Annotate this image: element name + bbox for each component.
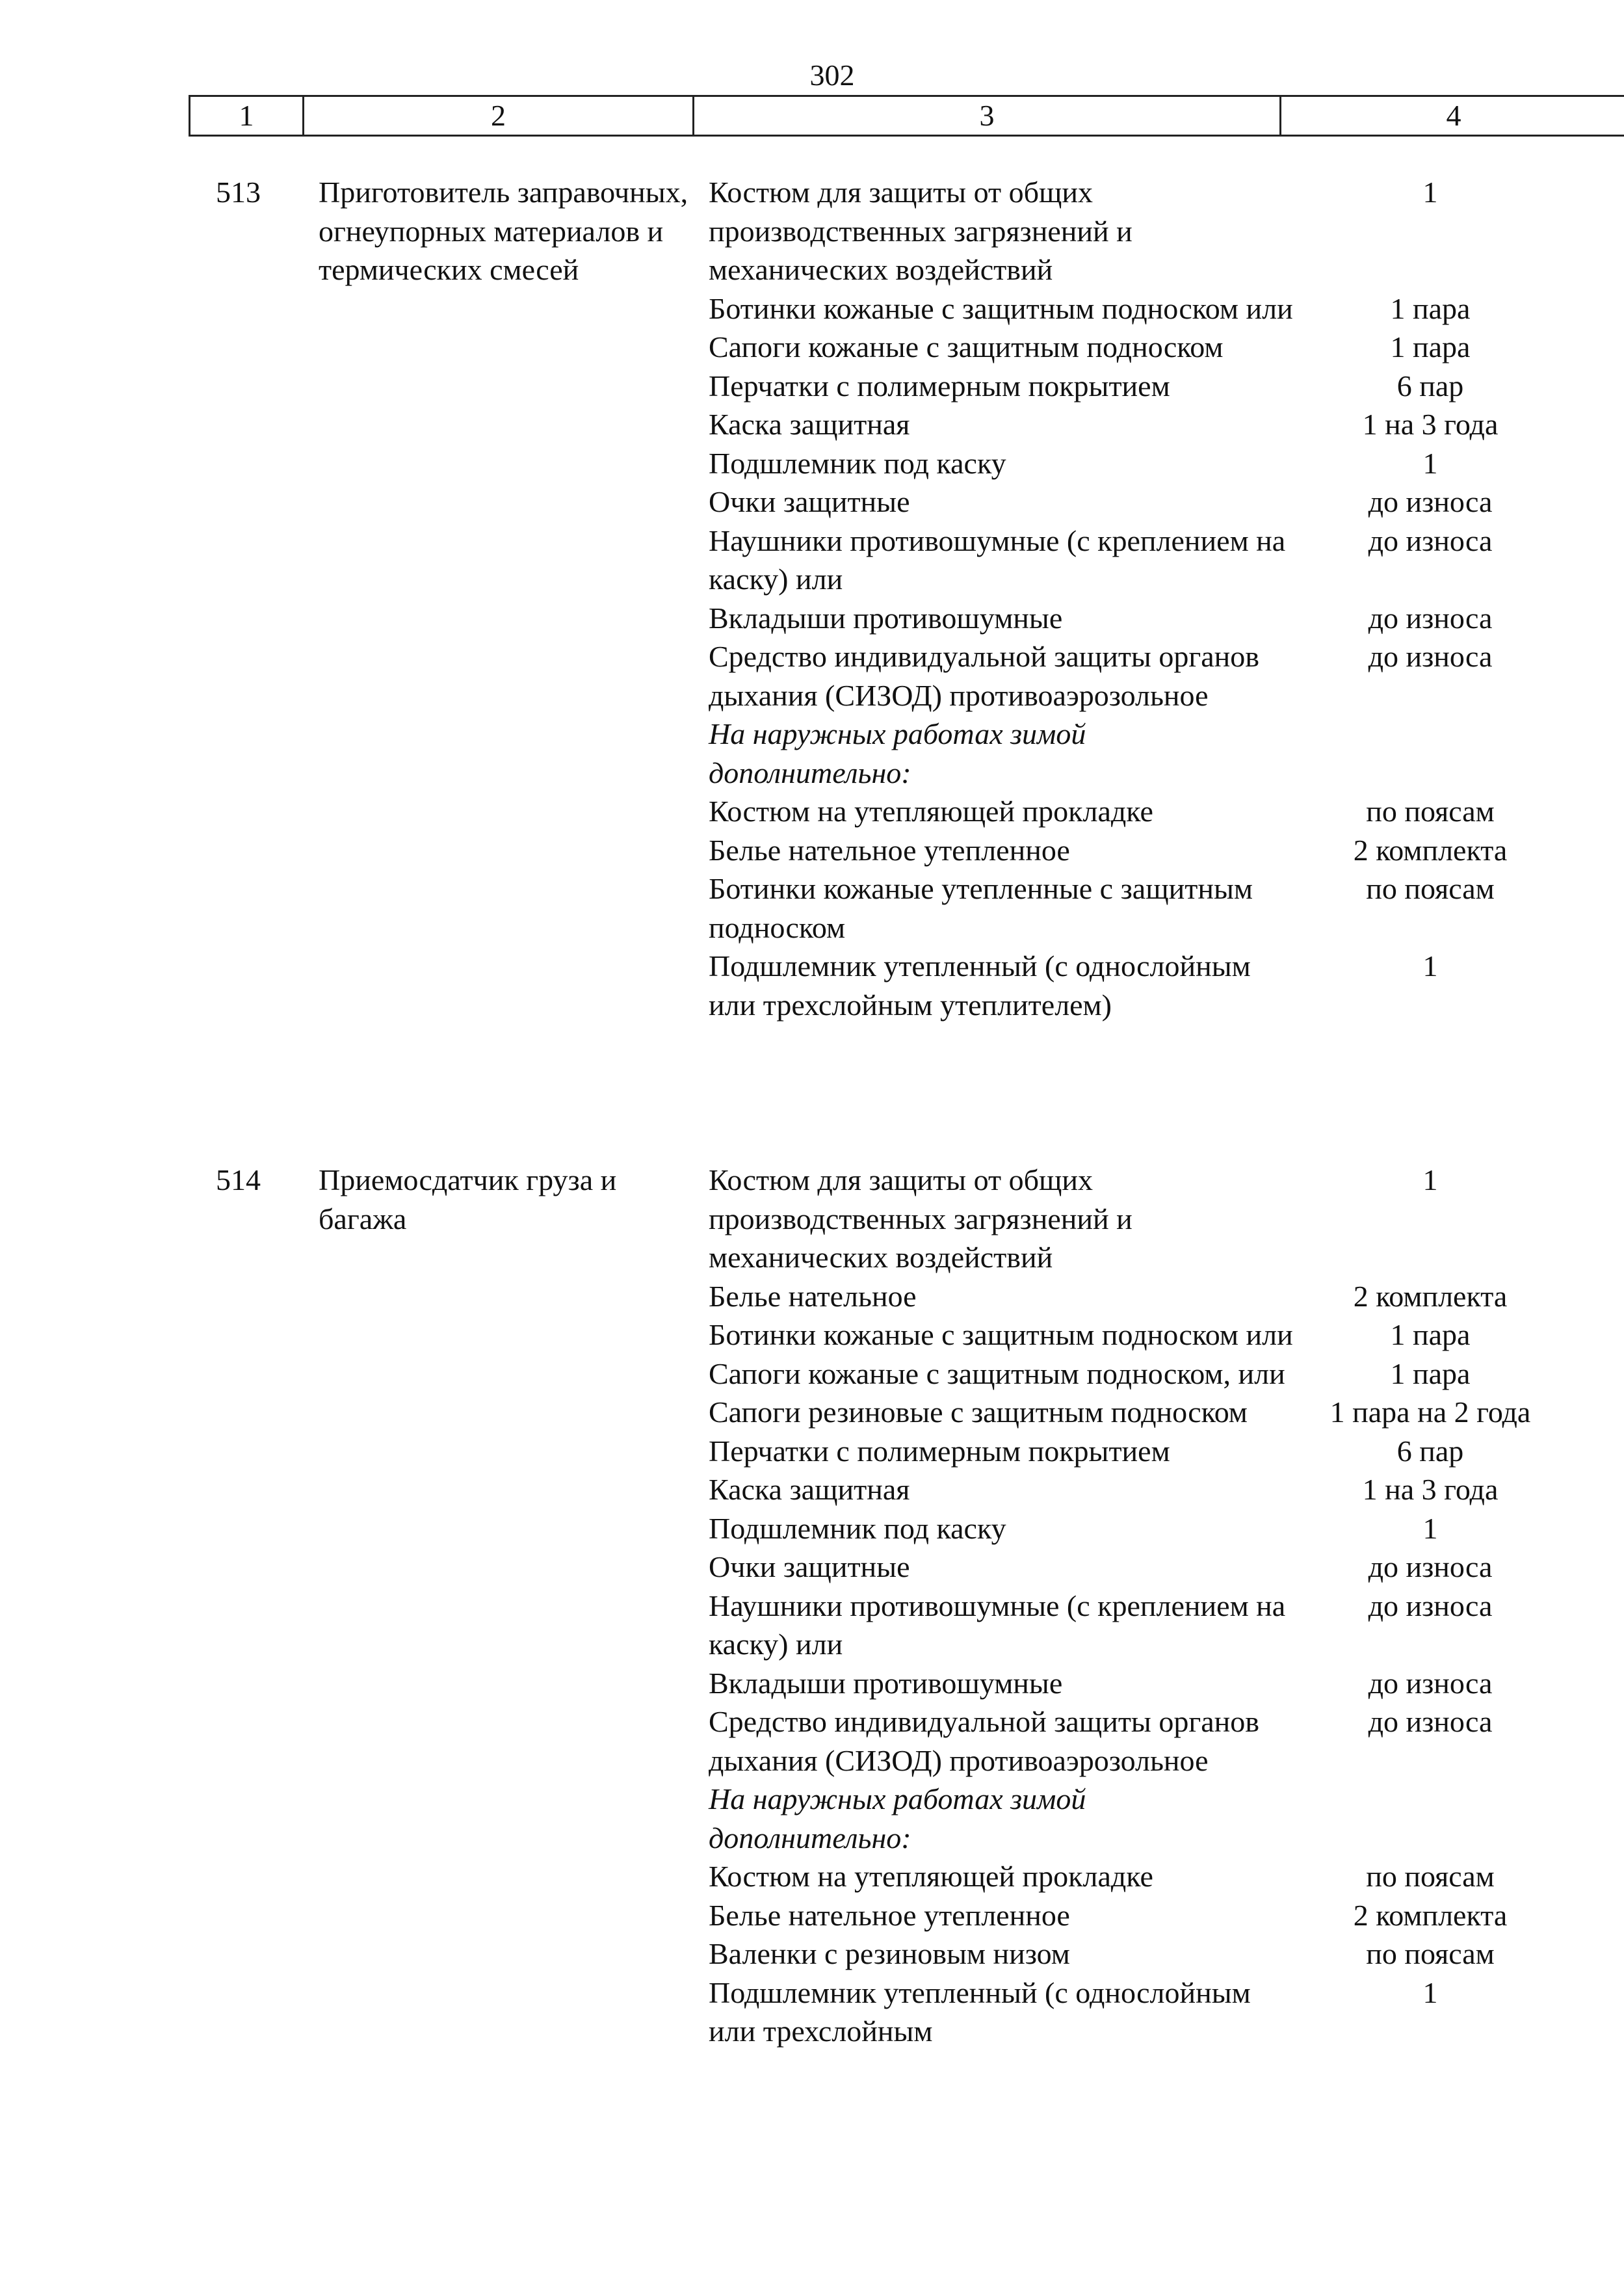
- item-quantity: до износа: [1368, 523, 1493, 557]
- item-quantity: 1 на 3 года: [1362, 1473, 1499, 1506]
- item-row: [709, 1315, 1624, 1354]
- item-quantity: 1: [1422, 176, 1438, 209]
- item-name: Костюм для защиты от общих производственных загрязнений и механических воздействий: [709, 176, 1133, 286]
- item-quantity: 1 пара: [1390, 330, 1471, 363]
- item-row: [709, 599, 1624, 638]
- item-quantity: 1 пара: [1390, 1318, 1471, 1351]
- profession-name: Приемосдатчик груза и багажа: [319, 1163, 617, 1235]
- item-row: [709, 637, 1624, 715]
- item-row: [709, 1934, 1624, 1973]
- column-header-3: 3: [694, 97, 1281, 135]
- item-quantity: 2 комплекта: [1353, 1898, 1508, 1932]
- item-quantity: 1: [1422, 1975, 1438, 2009]
- item-name: Очки защитные: [709, 1550, 910, 1583]
- item-row: [709, 1277, 1624, 1316]
- item-quantity: 1 на 3 года: [1362, 408, 1499, 441]
- item-quantity: 6 пар: [1396, 1434, 1464, 1468]
- item-name: Вкладыши противошумные: [709, 1666, 1063, 1700]
- item-name: Ботинки кожаные утепленные с защитным подноском: [709, 872, 1253, 944]
- item-quantity: до износа: [1368, 1550, 1493, 1583]
- item-row: [709, 1973, 1624, 2051]
- item-name: Средство индивидуальной защиты органов дыхания (СИЗОД) противоаэрозольное: [709, 1705, 1259, 1777]
- item-name: Наушники противошумные (с креплением на каску) или: [709, 523, 1286, 596]
- item-quantity: 1 пара на 2 года: [1329, 1395, 1531, 1429]
- item-row: [709, 1161, 1624, 1277]
- item-name: Наушники противошумные (с креплением на каску) или: [709, 1589, 1286, 1661]
- profession-name: Приготовитель заправочных, огнеупорных материалов и термических смесей: [319, 176, 688, 286]
- item-quantity: 1: [1422, 1163, 1438, 1196]
- item-row: [709, 1470, 1624, 1509]
- item-name: Белье нательное: [709, 1279, 917, 1313]
- item-quantity: до износа: [1368, 640, 1493, 673]
- item-name: Подшлемник под каску: [709, 1511, 1006, 1545]
- item-row: [709, 1432, 1624, 1471]
- item-name: Костюм на утепляющей прокладке: [709, 1860, 1153, 1893]
- item-quantity: по поясам: [1366, 872, 1495, 905]
- item-name: Перчатки с полимерным покрытием: [709, 1434, 1170, 1468]
- item-name: Сапоги резиновые с защитным подноском: [709, 1395, 1248, 1429]
- item-name: Средство индивидуальной защиты органов дыхания (СИЗОД) противоаэрозольное: [709, 640, 1259, 712]
- item-name: Сапоги кожаные с защитным подноском, или: [709, 1356, 1285, 1390]
- column-header-2: 2: [304, 97, 694, 135]
- item-name: Каска защитная: [709, 408, 910, 441]
- item-quantity: 1: [1422, 1511, 1438, 1545]
- item-name: Подшлемник утепленный (с однослойным или трехслойным: [709, 1975, 1251, 2048]
- item-quantity: до износа: [1368, 1666, 1493, 1700]
- column-header-1: 1: [190, 97, 304, 135]
- item-quantity: 2 комплекта: [1353, 1279, 1508, 1313]
- item-row: [709, 1702, 1624, 1780]
- item-quantity: по поясам: [1366, 1937, 1495, 1970]
- item-row: [709, 1896, 1624, 1935]
- item-name: Белье нательное утепленное: [709, 833, 1070, 867]
- item-name: Перчатки с полимерным покрытием: [709, 369, 1170, 402]
- item-quantity: 2 комплекта: [1353, 833, 1508, 867]
- item-row: [709, 715, 1624, 792]
- item-row: [709, 831, 1624, 870]
- section-note: На наружных работах зимой дополнительно:: [709, 717, 1086, 789]
- entry-number: 514: [216, 1163, 261, 1196]
- item-row: [709, 947, 1624, 1024]
- item-list: [709, 1161, 1624, 2051]
- item-quantity: до износа: [1368, 1589, 1493, 1622]
- item-row: [709, 1509, 1624, 1548]
- section-note: На наружных работах зимой дополнительно:: [709, 1782, 1086, 1854]
- item-row: [709, 1548, 1624, 1587]
- page-number: 302: [809, 59, 855, 92]
- item-row: [709, 1587, 1624, 1664]
- item-row: [709, 328, 1624, 367]
- item-list: [709, 173, 1624, 1024]
- item-row: [709, 1393, 1624, 1432]
- item-row: [709, 405, 1624, 444]
- item-row: [709, 869, 1624, 947]
- item-quantity: до износа: [1368, 1705, 1493, 1738]
- item-name: Ботинки кожаные с защитным подноском или: [709, 1318, 1293, 1351]
- item-quantity: 6 пар: [1396, 369, 1464, 402]
- item-name: Сапоги кожаные с защитным подноском: [709, 330, 1224, 363]
- item-name: Валенки с резиновым низом: [709, 1937, 1070, 1970]
- item-row: [709, 1354, 1624, 1393]
- item-row: [709, 289, 1624, 328]
- item-name: Очки защитные: [709, 485, 910, 518]
- item-row: [709, 367, 1624, 406]
- item-quantity: 1 пара: [1390, 1356, 1471, 1390]
- item-row: [709, 173, 1624, 289]
- item-name: Вкладыши противошумные: [709, 601, 1063, 635]
- column-header-4: 4: [1446, 99, 1461, 132]
- item-quantity: 1 пара: [1390, 291, 1471, 325]
- item-quantity: до износа: [1368, 601, 1493, 635]
- item-quantity: до износа: [1368, 485, 1493, 518]
- item-row: [709, 444, 1624, 483]
- item-name: Подшлемник под каску: [709, 446, 1006, 480]
- item-name: Каска защитная: [709, 1473, 910, 1506]
- column-header-row: [189, 95, 1624, 137]
- item-row: [709, 1857, 1624, 1896]
- item-row: [709, 521, 1624, 599]
- item-row: [709, 1780, 1624, 1857]
- entry-number: 513: [216, 176, 261, 209]
- item-name: Ботинки кожаные с защитным подноском или: [709, 291, 1293, 325]
- item-quantity: 1: [1422, 949, 1438, 983]
- item-name: Подшлемник утепленный (с однослойным или трехслойным утеплителем): [709, 949, 1251, 1022]
- item-row: [709, 482, 1624, 521]
- item-row: [709, 1664, 1624, 1703]
- item-name: Белье нательное утепленное: [709, 1898, 1070, 1932]
- item-quantity: 1: [1422, 446, 1438, 480]
- item-quantity: по поясам: [1366, 795, 1495, 828]
- item-quantity: по поясам: [1366, 1860, 1495, 1893]
- item-name: Костюм для защиты от общих производственных загрязнений и механических воздействий: [709, 1163, 1133, 1274]
- item-name: Костюм на утепляющей прокладке: [709, 795, 1153, 828]
- item-row: [709, 792, 1624, 831]
